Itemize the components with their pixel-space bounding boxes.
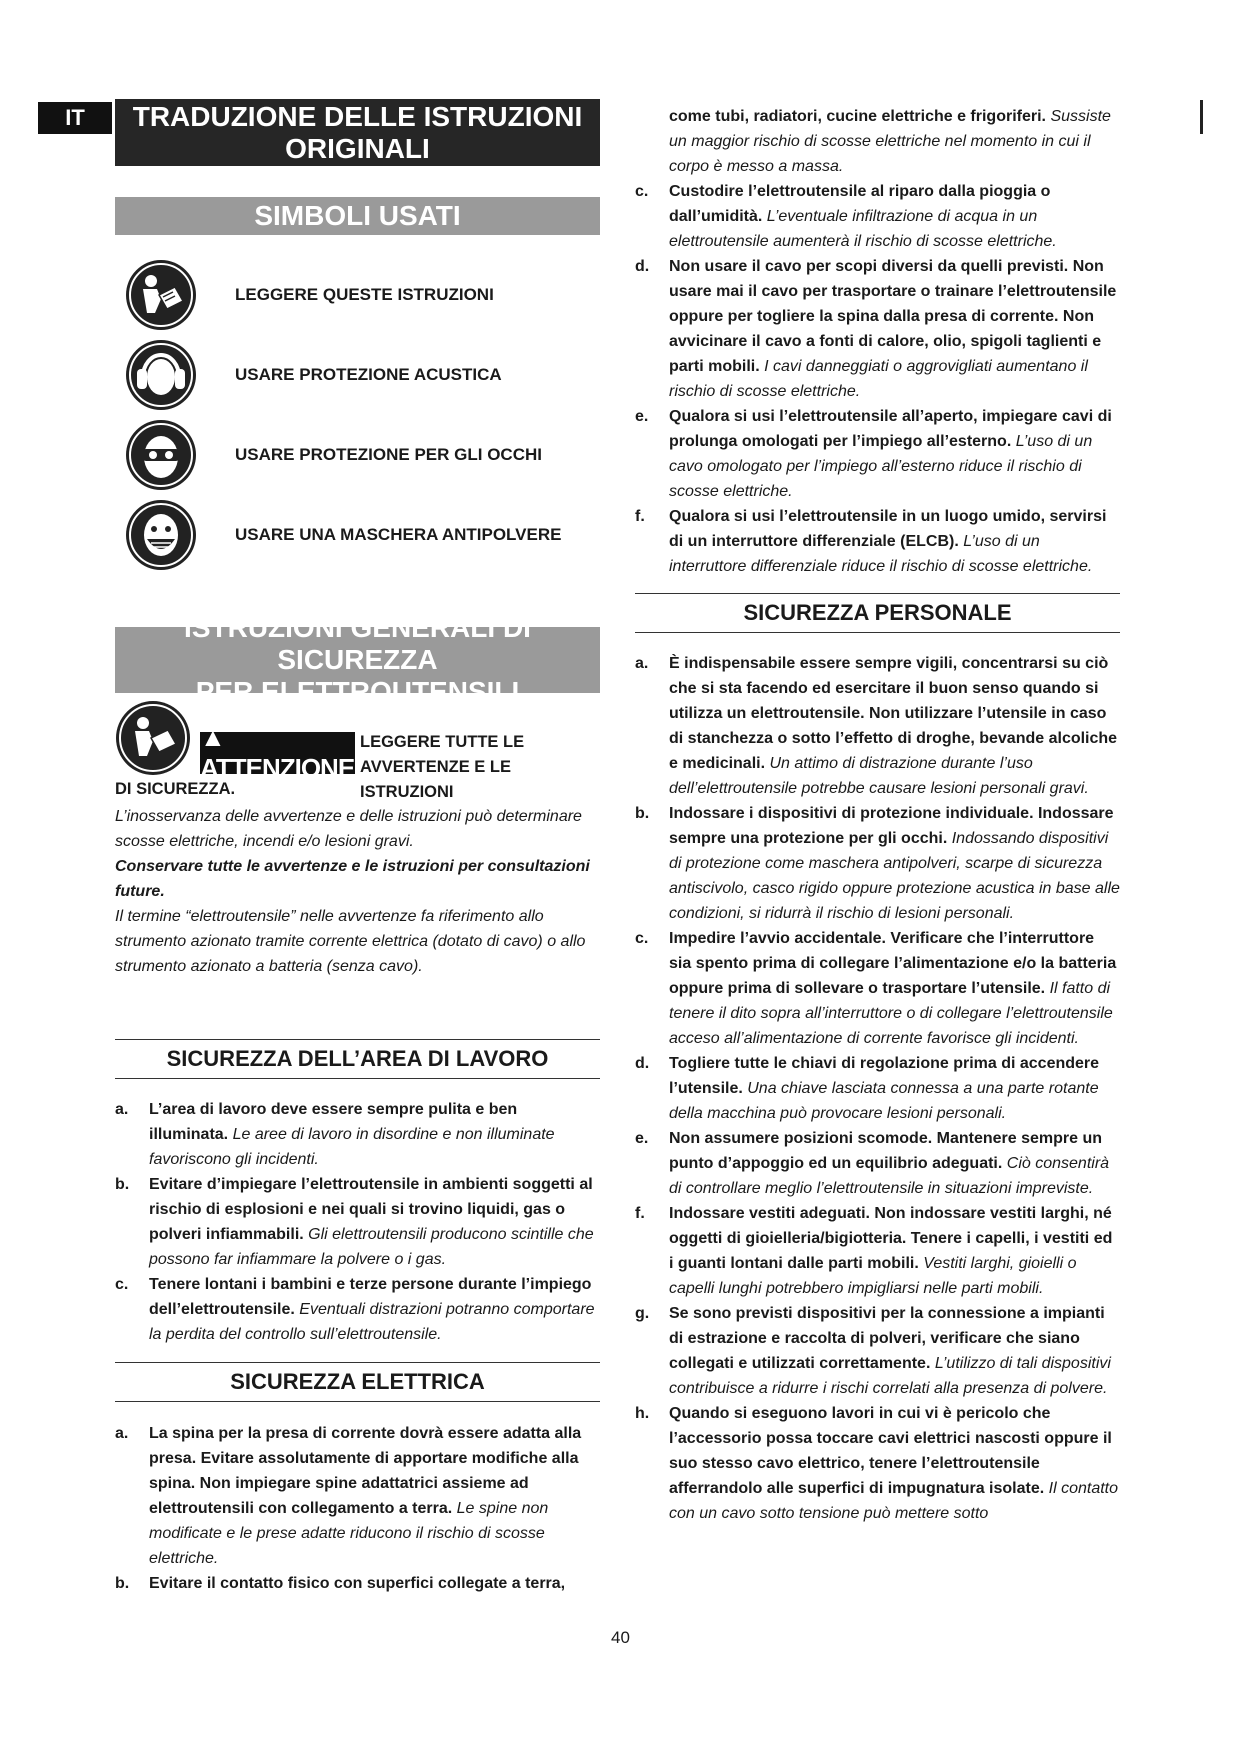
- item-heading: Qualora si usi l’elettroutensile all’aperto, impiegare cavi di prolunga omologati per l’impiego all’esterno.: [669, 408, 1112, 450]
- general-title-line-2: PER ELETTROUTENSILI: [195, 676, 520, 707]
- main-title-line-2: ORIGINALI: [285, 132, 430, 164]
- item-label: d.: [635, 1055, 650, 1072]
- symbol-label-eye: USARE PROTEZIONE PER GLI OCCHI: [235, 444, 542, 464]
- item-text: Ciò consentirà di controllare meglio l’elettroutensile in situazioni impreviste.: [669, 1155, 1110, 1197]
- item-heading: Indossare i dispositivi di protezione individuale. Indossare sempre una protezione per gli occhi.: [669, 805, 1114, 847]
- item-heading: Custodire l’elettroutensile al riparo dalla pioggia o dall’umidità.: [669, 183, 1051, 225]
- item-heading: Tenere lontani i bambini e terze persone durante l’impiego dell’elettroutensile.: [149, 1276, 592, 1318]
- work-area-list: [115, 1097, 600, 1347]
- item-text: Sussiste un maggior rischio di scosse elettriche nel momento in cui il corpo è messo a massa.: [669, 108, 1111, 175]
- list-item: [635, 1401, 1120, 1526]
- list-item: [635, 1201, 1120, 1301]
- list-item: [635, 404, 1120, 504]
- intro-text: [115, 804, 600, 979]
- item-label: f.: [635, 1205, 645, 1222]
- list-item: [635, 926, 1120, 1051]
- item-heading: Indossare vestiti adeguati. Non indossare vestiti larghi, né oggetti di gioielleria/bigiotteria. Tenere i capelli, i vestiti ed i guanti lontani dalle parti mobili.: [669, 1205, 1113, 1272]
- item-heading: Evitare il contatto fisico con superfici collegate a terra,: [149, 1575, 566, 1592]
- list-item: [115, 1172, 600, 1272]
- list-item: [635, 104, 1120, 179]
- ear-protection-icon: [125, 339, 197, 411]
- intro-p3: Il termine “elettroutensile” nelle avvertenze fa riferimento allo strumento azionato tramite corrente elettrica (dotato di cavo) o allo strumento azionato a batteria (senza cavo).: [115, 908, 586, 975]
- symbol-label-ear: USARE PROTEZIONE ACUSTICA: [235, 364, 502, 384]
- item-label: a.: [115, 1101, 129, 1118]
- list-item: [115, 1571, 600, 1596]
- item-label: d.: [635, 258, 650, 275]
- main-title: [115, 99, 600, 166]
- corner-mark: [1200, 100, 1203, 134]
- personal-title: SICUREZZA PERSONALE: [635, 593, 1120, 633]
- page-number: 40: [611, 1628, 630, 1647]
- item-label: g.: [635, 1305, 650, 1322]
- item-text: Il fatto di tenere il dito sopra all’interruttore o di collegare l’elettroutensile acceso all’alimentazione di corrente favorisce gli incidenti.: [669, 980, 1113, 1047]
- list-item: [635, 651, 1120, 801]
- language-tab: IT: [38, 102, 112, 134]
- list-item: [115, 1272, 600, 1347]
- symbol-label-read: LEGGERE QUESTE ISTRUZIONI: [235, 284, 494, 304]
- warning-line-2: AVVERTENZE E LE ISTRUZIONI: [360, 758, 511, 801]
- warning-line-1: LEGGERE TUTTE LE: [360, 733, 525, 751]
- list-item: [115, 1421, 600, 1571]
- item-text: Vestiti larghi, gioielli o capelli lunghi potrebbero impigliarsi nelle parti mobili.: [669, 1255, 1077, 1297]
- warning-line-3: DI SICUREZZA.: [115, 780, 236, 798]
- electrical-list: [115, 1421, 600, 1596]
- item-text: Gli elettroutensili producono scintille che possono far infiammare la polvere o i gas.: [149, 1226, 594, 1268]
- list-item: [635, 504, 1120, 579]
- general-safety-title: [115, 612, 600, 707]
- list-item: [635, 1126, 1120, 1201]
- item-label: c.: [635, 183, 649, 200]
- read-manual-icon: [115, 700, 191, 776]
- symbol-label-mask: USARE UNA MASCHERA ANTIPOLVERE: [235, 524, 562, 544]
- item-text: L’uso di un cavo omologato per l’impiego all’esterno riduce il rischio di scosse elettriche.: [669, 433, 1093, 500]
- list-item: [635, 1301, 1120, 1401]
- item-label: f.: [635, 508, 645, 525]
- item-heading: Quando si eseguono lavori in cui vi è pericolo che l’accessorio possa toccare cavi elettrici nascosti oppure il suo stesso cavo elettrico, tenere l’elettroutensile afferrandolo alle superfici di impugnatura isolate.: [669, 1405, 1112, 1497]
- item-text: L’uso di un interruttore differenziale riduce il rischio di scosse elettriche.: [669, 533, 1093, 575]
- item-heading: La spina per la presa di corrente dovrà essere adatta alla presa. Evitare assolutamente di apportare modifiche alla spina. Non impiegare spine adattatrici assieme ad elettroutensili con collegamento a terra.: [149, 1425, 582, 1517]
- item-heading: Impedire l’avvio accidentale. Verificare che l’interruttore sia spento prima di collegare l’alimentazione e/o la batteria oppure prima di sollevare o trasportare l’utensile.: [669, 930, 1117, 997]
- item-label: a.: [635, 655, 649, 672]
- item-text: Indossando dispositivi di protezione come maschera antipolveri, scarpe di sicurezza antiscivolo, casco rigido oppure protezione acustica in base alle condizioni, si ridurrà il rischio di lesioni personali.: [669, 830, 1120, 922]
- item-text: Il contatto con un cavo sotto tensione può mettere sotto: [669, 1480, 1119, 1522]
- item-heading: È indispensabile essere sempre vigili, concentrarsi su ciò che si sta facendo ed esercitare il buon senso quando si utilizza un elettroutensile. Non utilizzare l’utensile in caso di stanchezza o sotto l’effetto di droghe, bevande alcoliche e medicinali.: [669, 655, 1118, 772]
- main-title-line-1: TRADUZIONE DELLE ISTRUZIONI: [132, 100, 583, 132]
- item-text: Un attimo di distrazione durante l’uso dell’elettroutensile potrebbe causare lesioni personali gravi.: [669, 755, 1089, 797]
- item-label: b.: [115, 1575, 130, 1592]
- eye-protection-icon: [125, 419, 197, 491]
- electrical-cont-list: [635, 104, 1120, 579]
- item-text: L’eventuale infiltrazione di acqua in un elettroutensile aumenterà il rischio di scosse elettriche.: [669, 208, 1057, 250]
- dust-mask-icon: [125, 499, 197, 571]
- item-text: I cavi danneggiati o aggrovigliati aumentano il rischio di scosse elettriche.: [669, 358, 1088, 400]
- list-item: [115, 1097, 600, 1172]
- item-label: b.: [635, 805, 650, 822]
- item-heading: Non usare il cavo per scopi diversi da quelli previsti. Non usare mai il cavo per trasportare o trainare l’elettroutensile oppure per togliere la spina dalla presa di corrente. Non avvicinare il cavo a fonti di calore, olio, spigoli taglienti e parti mobili.: [669, 258, 1117, 375]
- list-item: [635, 254, 1120, 404]
- list-item: [635, 1051, 1120, 1126]
- item-label: e.: [635, 1130, 649, 1147]
- personal-list: [635, 651, 1120, 1526]
- item-label: c.: [115, 1276, 129, 1293]
- item-text: Una chiave lasciata connessa a una parte rotante della macchina può provocare lesioni personali.: [669, 1080, 1099, 1122]
- item-text: Le spine non modificate e le prese adatte riducono il rischio di scosse elettriche.: [149, 1500, 549, 1567]
- item-label: e.: [635, 408, 649, 425]
- item-heading: Evitare d’impiegare l’elettroutensile in ambienti soggetti al rischio di esplosioni e nei quali si trovino liquidi, gas o polveri infiammabili.: [149, 1176, 593, 1243]
- intro-p2: Conservare tutte le avvertenze e le istruzioni per consultazioni future.: [115, 858, 590, 900]
- work-area-title: SICUREZZA DELL’AREA DI LAVORO: [115, 1039, 600, 1079]
- electrical-title: SICUREZZA ELETTRICA: [115, 1362, 600, 1402]
- attention-badge: ▲ ATTENZIONE: [200, 722, 355, 783]
- general-title-line-1: ISTRUZIONI GENERALI DI SICUREZZA: [184, 612, 531, 675]
- item-label: a.: [115, 1425, 129, 1442]
- symbol-row-ear: [125, 337, 595, 412]
- item-label: b.: [115, 1176, 130, 1193]
- item-heading: Non assumere posizioni scomode. Mantenere sempre un punto d’appoggio ed un equilibrio adeguati.: [669, 1130, 1102, 1172]
- item-label: c.: [635, 930, 649, 947]
- symbols-title: SIMBOLI USATI: [115, 197, 600, 235]
- read-instructions-icon: [125, 259, 197, 331]
- item-heading: Togliere tutte le chiavi di regolazione prima di accendere l’utensile.: [669, 1055, 1100, 1097]
- item-heading: Qualora si usi l’elettroutensile in un luogo umido, servirsi di un interruttore differenziale (ELCB).: [669, 508, 1107, 550]
- warning-text: [360, 730, 600, 805]
- item-text: Le aree di lavoro in disordine e non illuminate favoriscono gli incidenti.: [149, 1126, 555, 1168]
- item-heading: come tubi, radiatori, cucine elettriche e frigoriferi.: [669, 108, 1046, 125]
- symbol-row-mask: [125, 497, 595, 572]
- symbol-row-eye: [125, 417, 595, 492]
- item-label: h.: [635, 1405, 650, 1422]
- symbol-row-read: [125, 257, 595, 332]
- item-heading: Se sono previsti dispositivi per la connessione a impianti di estrazione e raccolta di polveri, verificare che siano collegati e utilizzati correttamente.: [669, 1305, 1105, 1372]
- list-item: [635, 179, 1120, 254]
- item-text: Eventuali distrazioni potranno comportare la perdita del controllo sull’elettroutensile.: [149, 1301, 595, 1343]
- intro-p1: L’inosservanza delle avvertenze e delle istruzioni può determinare scosse elettriche, incendi e/o lesioni gravi.: [115, 808, 582, 850]
- item-heading: L’area di lavoro deve essere sempre pulita e ben illuminata.: [149, 1101, 518, 1143]
- item-text: L’utilizzo di tali dispositivi contribuisce a ridurre i rischi correlati alla presenza di polvere.: [669, 1355, 1111, 1397]
- list-item: [635, 801, 1120, 926]
